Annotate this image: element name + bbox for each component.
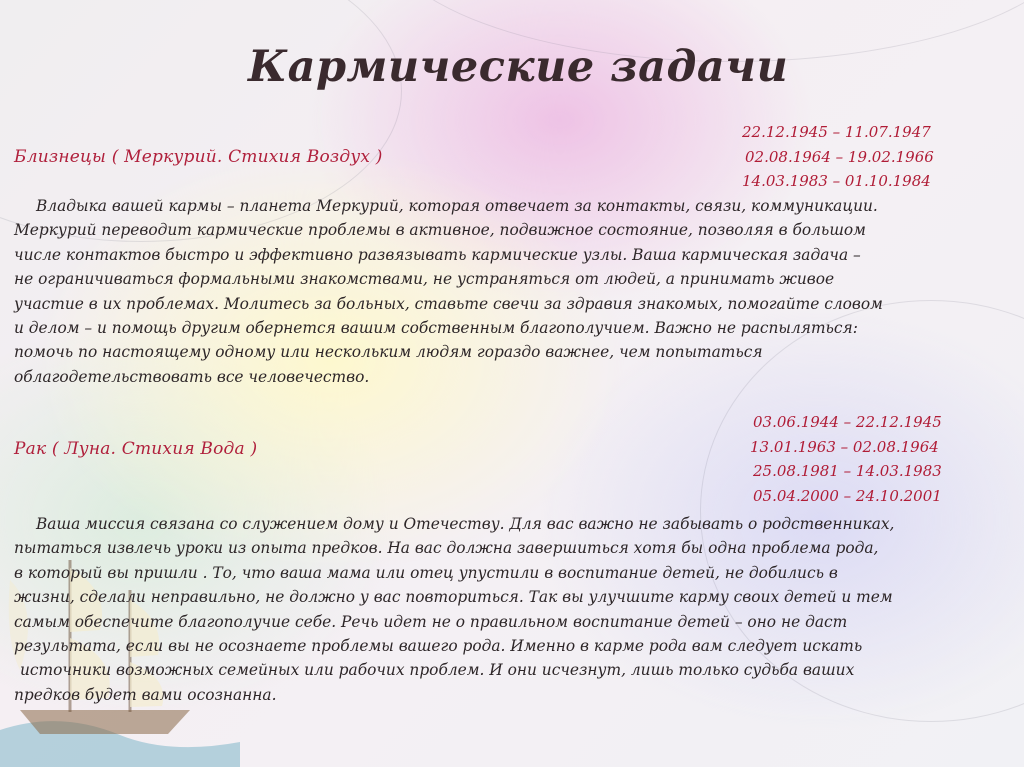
text-line: помочь по настоящему одному или нескольким людям гораздо важнее, чем попытаться (14, 343, 763, 362)
section-body-gemini (14, 194, 994, 389)
date-range: 03.06.1944 – 22.12.1945 (753, 413, 942, 431)
text-line: Владыка вашей кармы – планета Меркурий, которая отвечает за контакты, связи, коммуникации. (36, 197, 878, 215)
text-line: результата, если вы не осознаете проблемы вашего рода. Именно в карме рода вам следует искать (14, 637, 863, 656)
section-heading-gemini: Близнецы ( Меркурий. Стихия Воздух ) (14, 147, 383, 167)
text-line: и делом – и помощь другим обернется вашим собственным благополучием. Важно не распыляться: (14, 319, 858, 338)
text-line: предков будет вами осознанна. (14, 685, 277, 704)
text-line: участие в их проблемах. Молитесь за больных, ставьте свечи за здравия знакомых, помогайте словом (14, 294, 883, 313)
text-line: в который вы пришли . То, что ваша мама или отец упустили в воспитание детей, не добились в (14, 563, 838, 582)
date-range: 13.01.1963 – 02.08.1964 (750, 437, 939, 456)
date-range: 22.12.1945 – 11.07.1947 (742, 123, 931, 141)
text-line: жизни, сделали неправильно, не должно у вас повториться. Так вы улучшите карму своих детей и тем (14, 588, 893, 607)
date-range: 02.08.1964 – 19.02.1966 (745, 147, 934, 166)
text-line: Ваша миссия связана со служением дому и Отечеству. Для вас важно не забывать о родственниках, (36, 515, 895, 533)
date-range: 25.08.1981 – 14.03.1983 (753, 462, 942, 480)
section-heading-cancer: Рак ( Луна. Стихия Вода ) (14, 439, 258, 459)
date-ranges-gemini (742, 120, 934, 194)
text-line: пытаться извлечь уроки из опыта предков. На вас должна завершиться хотя бы одна проблема рода, (14, 539, 879, 558)
date-range: 05.04.2000 – 24.10.2001 (753, 486, 942, 505)
text-line: самым обеспечите благополучие себе. Речь идет не о правильном воспитание детей – оно не даст (14, 612, 848, 631)
page-title: Кармические задачи (248, 42, 789, 92)
text-line: числе контактов быстро и эффективно развязывать кармические узлы. Ваша кармическая задача – (14, 245, 861, 264)
date-range: 14.03.1983 – 01.10.1984 (742, 172, 931, 190)
text-line: источники возможных семейных или рабочих проблем. И они исчезнут, лишь только судьба ваших (20, 661, 855, 680)
text-line: не ограничиваться формальными знакомствами, не устраняться от людей, а принимать живое (14, 270, 835, 289)
section-body-cancer (14, 512, 994, 707)
date-ranges-cancer (750, 410, 942, 508)
text-line: облагодетельствовать все человечество. (14, 367, 370, 386)
text-line: Меркурий переводит кармические проблемы в активное, подвижное состояние, позволяя в большом (14, 221, 866, 240)
